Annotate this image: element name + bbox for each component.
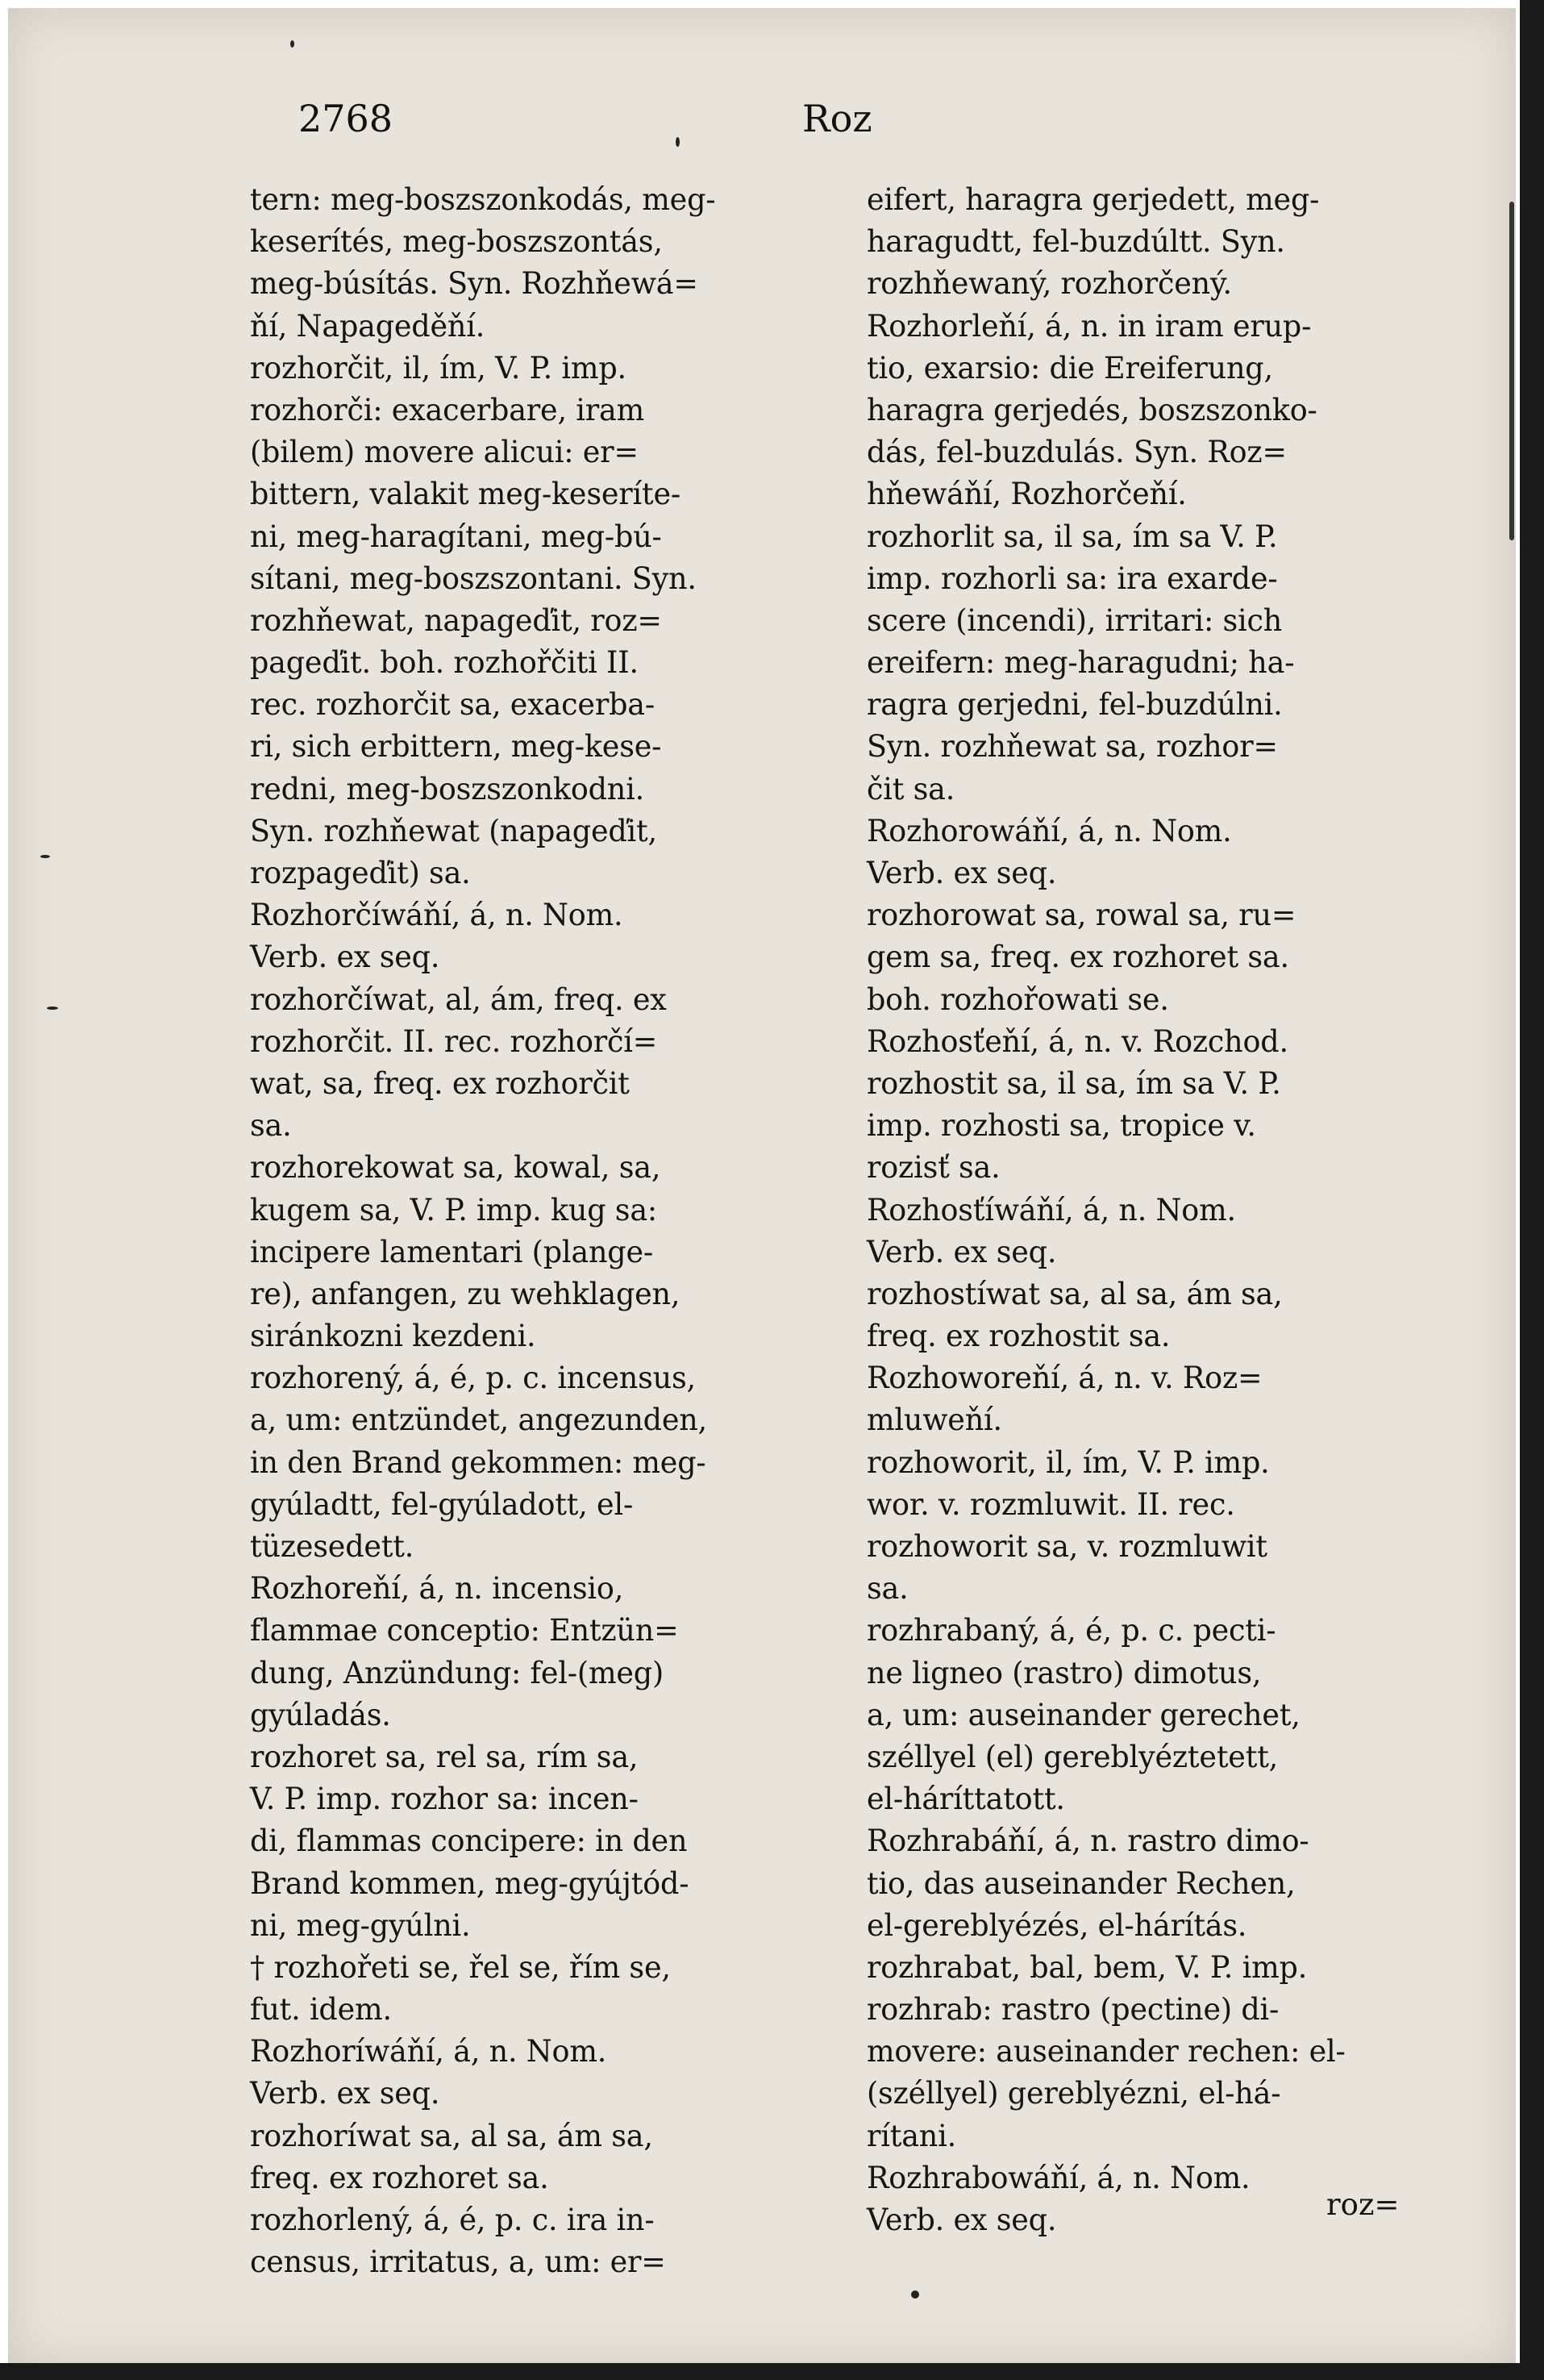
text-line: sa. — [867, 1571, 909, 1607]
text-line: keserítés, meg-boszszontás, — [250, 224, 663, 260]
text-line: freq. ex rozhostit sa. — [867, 1319, 1171, 1354]
ink-speck — [676, 137, 680, 147]
page-number: 2768 — [298, 97, 393, 140]
text-line: rítani. — [867, 2118, 957, 2153]
text-line: Rozhorleňí, á, n. in iram erup- — [867, 308, 1312, 344]
text-line: movere: auseinander rechen: el- — [867, 2034, 1346, 2069]
text-line: rozhoworit sa, v. rozmluwit — [867, 1529, 1267, 1564]
text-line: ereifern: meg-haragudni; ha- — [867, 645, 1295, 681]
text-line: wat, sa, freq. ex rozhorčit — [250, 1065, 630, 1101]
text-line: gyúladás. — [250, 1697, 391, 1732]
text-line: széllyel (el) gereblyéztetett, — [867, 1739, 1279, 1774]
text-line: a, um: entzündet, angezunden, — [250, 1403, 707, 1438]
text-line: Rozhrabáňí, á, n. rastro dimo- — [867, 1824, 1309, 1859]
text-line: Rozhosťíwáňí, á, n. Nom. — [867, 1192, 1236, 1228]
text-line: Syn. rozhňewat (napageďit, — [250, 813, 657, 848]
text-line: rozhoworit, il, ím, V. P. imp. — [867, 1444, 1270, 1480]
text-line: kugem sa, V. P. imp. kug sa: — [250, 1192, 658, 1228]
text-line: haragra gerjedés, boszszonko- — [867, 392, 1317, 427]
text-line: Rozhorowáňí, á, n. Nom. — [867, 813, 1232, 848]
right-column — [867, 179, 1488, 2241]
text-line: dung, Anzündung: fel-(meg) — [250, 1655, 664, 1690]
text-line: rozhorčit. II. rec. rozhorčí= — [250, 1023, 658, 1059]
text-line: pageďit. boh. rozhořčiti II. — [250, 645, 639, 681]
text-line: scere (incendi), irritari: sich — [867, 602, 1283, 638]
text-line: rozhorlit sa, il sa, ím sa V. P. — [867, 519, 1278, 554]
text-line: rozhňewaný, rozhorčený. — [867, 266, 1232, 302]
text-line: haragudtt, fel-buzdúltt. Syn. — [867, 224, 1285, 260]
text-line: in den Brand gekommen: meg- — [250, 1444, 706, 1480]
scan-border-right — [1520, 0, 1544, 2380]
text-line: freq. ex rozhoret sa. — [250, 2160, 549, 2195]
text-line: rozhostíwat sa, al sa, ám sa, — [867, 1276, 1283, 1311]
text-line: ňí, Napageděňí. — [250, 308, 485, 344]
text-line: V. P. imp. rozhor sa: incen- — [250, 1782, 639, 1817]
catchword: roz= — [1326, 2187, 1400, 2222]
text-line: gyúladtt, fel-gyúladott, el- — [250, 1486, 634, 1522]
text-line: ri, sich erbittern, meg-kese- — [250, 729, 662, 765]
text-line: Rozhrabowáňí, á, n. Nom. — [867, 2160, 1251, 2195]
text-line: hňewáňí, Rozhorčeňí. — [867, 477, 1187, 512]
text-line: rozhorčíwat, al, ám, freq. ex — [250, 982, 667, 1017]
text-line: imp. rozhosti sa, tropice v. — [867, 1108, 1256, 1144]
text-line: rozhrabaný, á, é, p. c. pecti- — [867, 1613, 1276, 1648]
text-line: rozhorený, á, é, p. c. incensus, — [250, 1361, 696, 1396]
text-line: tüzesedett. — [250, 1529, 414, 1564]
ink-speck — [290, 40, 294, 48]
text-line: rozhrabat, bal, bem, V. P. imp. — [867, 1949, 1308, 1985]
text-line: Brand kommen, meg-gyújtód- — [250, 1865, 689, 1901]
text-line: Verb. ex seq. — [250, 940, 440, 975]
text-line: rozhoret sa, rel sa, rím sa, — [250, 1739, 639, 1774]
text-line: Rozhoworeňí, á, n. v. Roz= — [867, 1361, 1263, 1396]
binding-mark — [1509, 202, 1514, 540]
text-line: census, irritatus, a, um: er= — [250, 2245, 666, 2280]
scan-border-bottom — [0, 2363, 1544, 2380]
text-line: tern: meg-boszszonkodás, meg- — [250, 182, 716, 217]
text-line: rozhňewat, napageďit, roz= — [250, 602, 662, 638]
text-line: mluweňí. — [867, 1403, 1002, 1438]
text-line: ni, meg-gyúlni. — [250, 1907, 471, 1943]
text-line: redni, meg-boszszonkodni. — [250, 771, 645, 807]
text-line: čit sa. — [867, 771, 955, 807]
text-line: meg-búsítás. Syn. Rozhňewá= — [250, 266, 698, 302]
text-line: rozhorekowat sa, kowal, sa, — [250, 1150, 661, 1186]
text-line: rozhorlený, á, é, p. c. ira in- — [250, 2203, 655, 2237]
text-line: rozhorowat sa, rowal sa, ru= — [867, 898, 1296, 933]
text-line: sa. — [250, 1108, 292, 1144]
text-line: rozhrab: rastro (pectine) di- — [867, 1992, 1280, 2028]
text-line: rozhorči: exacerbare, iram — [250, 392, 645, 427]
text-line: di, flammas concipere: in den — [250, 1824, 688, 1859]
text-line: flammae conceptio: Entzün= — [250, 1613, 679, 1648]
text-line: ne ligneo (rastro) dimotus, — [867, 1655, 1262, 1690]
text-line: siránkozni kezdeni. — [250, 1319, 536, 1354]
text-line: (bilem) movere alicui: er= — [250, 435, 639, 470]
text-line: wor. v. rozmluwit. II. rec. — [867, 1486, 1235, 1522]
text-line: Verb. ex seq. — [867, 1234, 1057, 1269]
text-line: rozisť sa. — [867, 1150, 1001, 1186]
text-line: imp. rozhorli sa: ira exarde- — [867, 561, 1278, 596]
text-line: rozpageďit) sa. — [250, 856, 471, 890]
text-line: el-háríttatott. — [867, 1782, 1065, 1817]
ink-speck — [40, 855, 50, 858]
running-head: Roz — [802, 97, 872, 140]
text-line: rozhostit sa, il sa, ím sa V. P. — [867, 1065, 1281, 1101]
text-line: rozhoríwat sa, al sa, ám sa, — [250, 2118, 653, 2153]
text-line: boh. rozhořowati se. — [867, 982, 1169, 1017]
text-line: bittern, valakit meg-keseríte- — [250, 477, 681, 512]
text-line: dás, fel-buzdulás. Syn. Roz= — [867, 435, 1287, 470]
text-line: Rozhorčíwáňí, á, n. Nom. — [250, 898, 623, 933]
text-line: Verb. ex seq. — [250, 2076, 440, 2111]
text-line: ragra gerjedni, fel-buzdúlni. — [867, 687, 1283, 723]
text-line: (széllyel) gereblyézni, el-há- — [867, 2076, 1281, 2111]
text-line: tio, das auseinander Rechen, — [867, 1865, 1296, 1901]
text-line: Verb. ex seq. — [867, 856, 1057, 890]
text-line: tio, exarsio: die Ereiferung, — [867, 350, 1273, 386]
text-line: Verb. ex seq. — [867, 2203, 1057, 2237]
book-page — [8, 8, 1516, 2367]
text-line: re), anfangen, zu wehklagen, — [250, 1276, 680, 1311]
text-line: rec. rozhorčit sa, exacerba- — [250, 687, 655, 723]
text-line: Syn. rozhňewat sa, rozhor= — [867, 729, 1278, 765]
left-column — [250, 179, 871, 2283]
text-line: † rozhořeti se, řel se, řím se, — [250, 1949, 671, 1985]
text-line: Rozhosťeňí, á, n. v. Rozchod. — [867, 1023, 1288, 1059]
ink-speck — [911, 2290, 919, 2299]
text-line: fut. idem. — [250, 1992, 392, 2028]
text-line: incipere lamentari (plange- — [250, 1234, 654, 1269]
text-line: el-gereblyézés, el-hárítás. — [867, 1907, 1247, 1943]
text-line: sítani, meg-boszszontani. Syn. — [250, 561, 697, 596]
text-line: eifert, haragra gerjedett, meg- — [867, 182, 1320, 217]
ink-speck — [47, 1007, 58, 1010]
text-line: Rozhoreňí, á, n. incensio, — [250, 1571, 624, 1607]
text-line: Rozhoríwáňí, á, n. Nom. — [250, 2034, 607, 2069]
text-line: rozhorčit, il, ím, V. P. imp. — [250, 350, 626, 386]
text-line: a, um: auseinander gerechet, — [867, 1697, 1301, 1732]
text-line: ni, meg-haragítani, meg-bú- — [250, 519, 662, 554]
text-line: gem sa, freq. ex rozhoret sa. — [867, 940, 1289, 975]
